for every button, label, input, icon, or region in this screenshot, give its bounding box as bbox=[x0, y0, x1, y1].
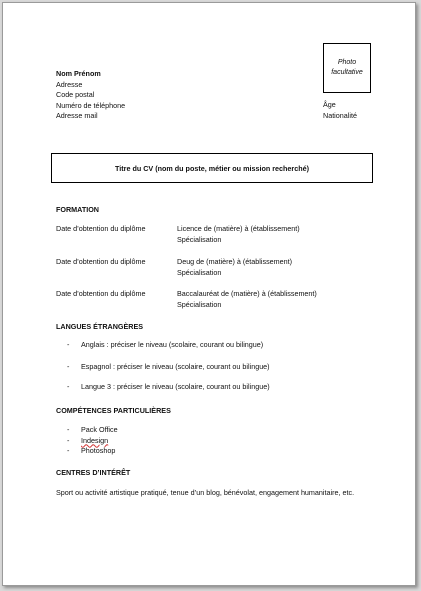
formation-entry-degree: Licence de (matière) à (établissement) bbox=[177, 224, 300, 233]
formation-entry-spec: Spécialisation bbox=[177, 299, 222, 309]
interests-text: Sport ou activité artistique pratiqué, tenue d’un blog, bénévolat, engagement humanitaire, etc. bbox=[56, 488, 355, 497]
skill-item bbox=[67, 425, 118, 436]
formation-heading: FORMATION bbox=[56, 205, 99, 214]
formation-entry-date: Date d’obtention du diplôme bbox=[56, 257, 146, 266]
formation-entry-degree: Baccalauréat de (matière) à (établissement) bbox=[177, 289, 317, 298]
age-label: Âge bbox=[323, 100, 336, 109]
photo-placeholder bbox=[323, 43, 371, 93]
contact-block bbox=[56, 69, 125, 122]
cv-title-box bbox=[51, 153, 373, 183]
nationality-label: Nationalité bbox=[323, 110, 357, 120]
contact-address: Adresse bbox=[56, 79, 83, 89]
skill-item bbox=[67, 446, 118, 457]
contact-postal-code: Code postal bbox=[56, 90, 95, 99]
language-item bbox=[67, 340, 263, 351]
languages-heading: LANGUES ÉTRANGÈRES bbox=[56, 322, 144, 331]
skill-item bbox=[67, 436, 118, 447]
list-dash: - bbox=[67, 362, 70, 371]
list-dash: - bbox=[67, 446, 70, 455]
skills-list bbox=[67, 425, 118, 457]
language-text: Anglais : préciser le niveau (scolaire, courant ou bilingue) bbox=[81, 340, 264, 349]
formation-entry-date: Date d’obtention du diplôme bbox=[56, 224, 146, 233]
list-dash: - bbox=[67, 340, 70, 349]
formation-entry bbox=[177, 289, 317, 310]
skill-text: Photoshop bbox=[81, 446, 116, 455]
language-text: Langue 3 : préciser le niveau (scolaire, courant ou bilingue) bbox=[81, 382, 270, 391]
personal-block bbox=[323, 100, 357, 121]
formation-entry bbox=[177, 257, 292, 278]
photo-label-line1: Photo bbox=[337, 59, 357, 66]
formation-entry bbox=[177, 224, 300, 245]
language-text: Espagnol : préciser le niveau (scolaire, courant ou bilingue) bbox=[81, 362, 270, 371]
photo-label-line2: facultative bbox=[331, 69, 363, 76]
contact-email: Adresse mail bbox=[56, 111, 98, 120]
cv-title: Titre du CV (nom du poste, métier ou mission recherché) bbox=[115, 163, 309, 173]
skill-text: Indesign bbox=[81, 435, 109, 445]
skill-text: Pack Office bbox=[81, 425, 118, 434]
formation-entry-spec: Spécialisation bbox=[177, 234, 222, 244]
cv-page bbox=[2, 2, 416, 586]
language-item bbox=[67, 382, 270, 393]
list-dash: - bbox=[67, 382, 70, 391]
formation-entry-degree: Deug de (matière) à (établissement) bbox=[177, 257, 293, 266]
contact-name: Nom Prénom bbox=[56, 69, 101, 78]
interests-heading: CENTRES D’INTÉRÊT bbox=[56, 468, 131, 477]
formation-entry-date: Date d’obtention du diplôme bbox=[56, 289, 146, 298]
list-dash: - bbox=[67, 435, 70, 445]
list-dash: - bbox=[67, 425, 70, 434]
skills-heading: COMPÉTENCES PARTICULIÈRES bbox=[56, 406, 171, 415]
language-item bbox=[67, 362, 270, 373]
contact-phone: Numéro de téléphone bbox=[56, 100, 126, 110]
formation-entry-spec: Spécialisation bbox=[177, 267, 222, 277]
